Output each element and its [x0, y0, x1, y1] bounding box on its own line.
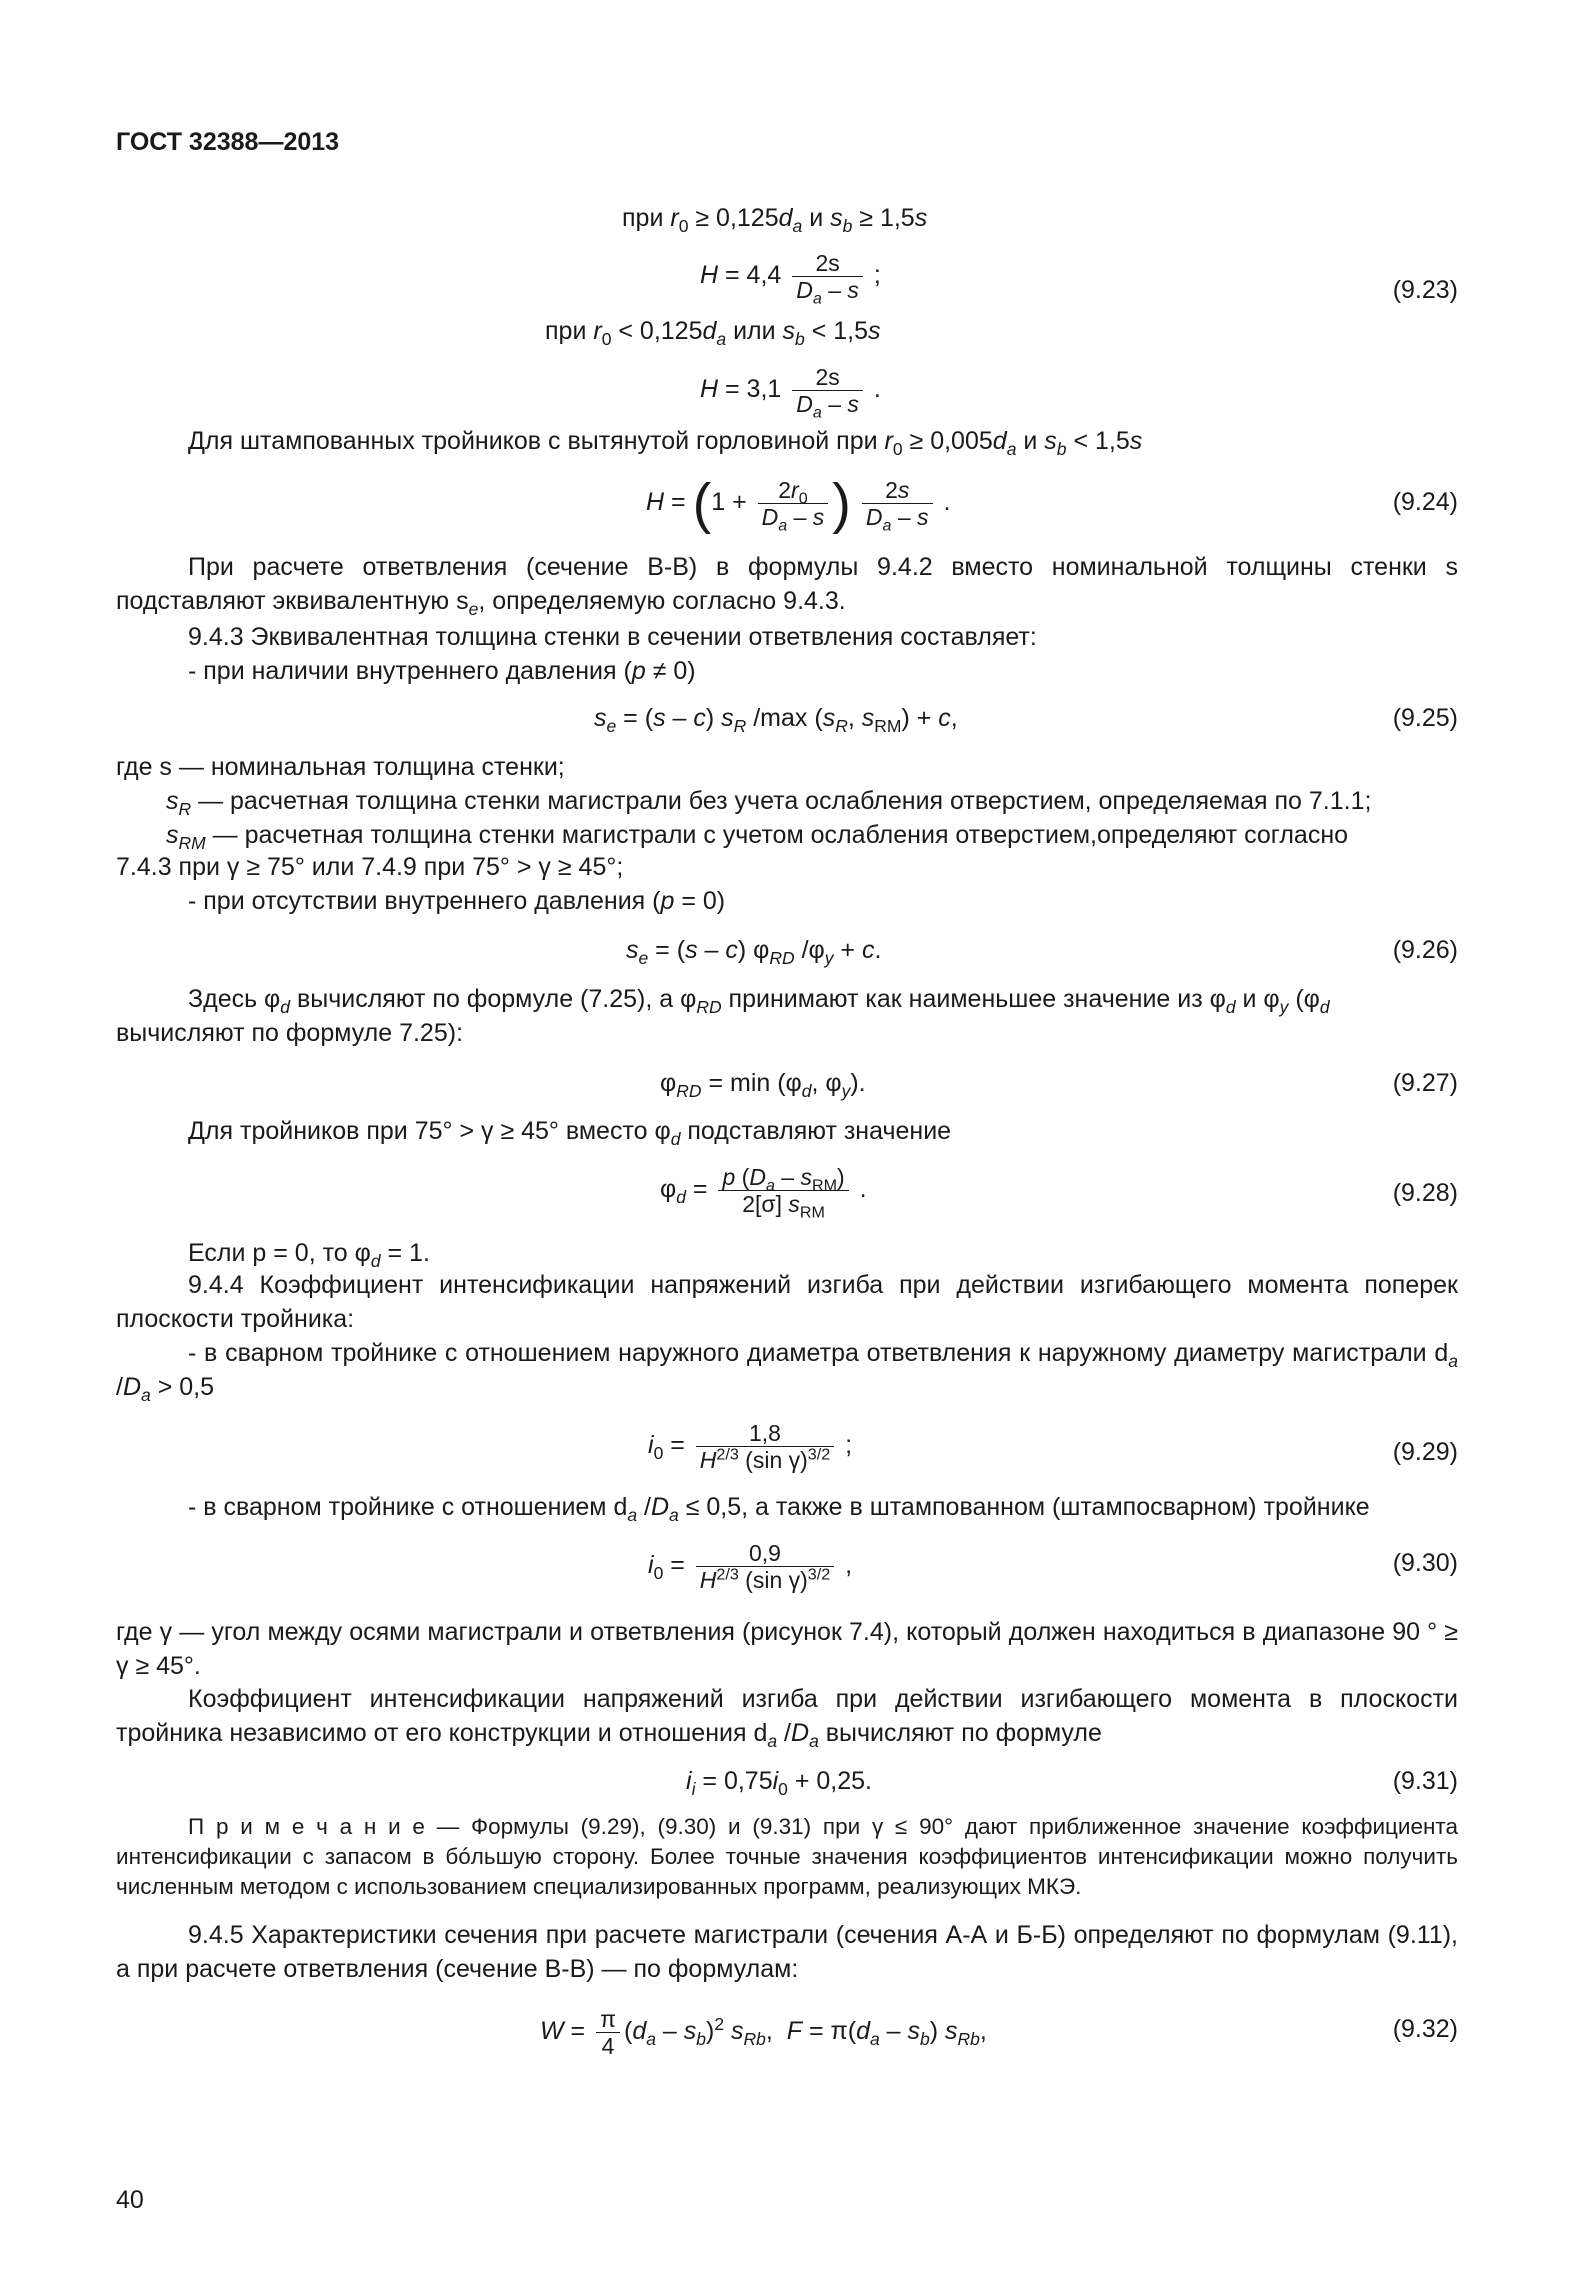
- equation-number: (9.30): [1392, 1549, 1458, 1577]
- formula-9-28: $\varphi_d$ = $\frac{p (D_a - s_{RM})}{2[\sigma] s_{RM}}$ .: [660, 1164, 867, 1222]
- no-pressure-line: - при отсутствии внутреннего давления (p = 0): [188, 887, 726, 915]
- formula-9-27: $\varphi_{RD} = \min (\varphi_d$, $\varphi_y$).: [660, 1069, 866, 1101]
- stamped-tees-line: Для штампованных тройников с вытянутой горловиной при $r_0 \ge 0,005d_a$ и $s_b < 1,5s$: [188, 427, 1143, 459]
- page-number: 40: [116, 2186, 144, 2214]
- formula-9-31: $i_i = 0,75i_0 + 0,25$.: [686, 1767, 873, 1799]
- equation-number: (9.25): [1392, 704, 1458, 732]
- formula-9-30: $i_0$ = $\frac{0,9}{H^{2/3} (\sin \gamma)^{3/2}}$ ,: [648, 1540, 853, 1593]
- note: П р и м е ч а н и е — Формулы (9.29), (9.30) и (9.31) при γ ≤ 90° дают приближенное значение коэффициента интенсификации с запасом в бóльшую сторону. Более точные значения коэффициентов интенсификации можно получить численным методом с использованием специализированных программ, реализующих МКЭ.: [116, 1814, 1458, 1899]
- equation-number: (9.31): [1392, 1767, 1458, 1795]
- equation-number: (9.23): [1392, 276, 1458, 304]
- coef-in-plane: Коэффициент интенсификации напряжений изгиба при действии изгибающего момента в плоскости тройника независимо от его конструкции и отношения $d_a$ $/D_a$ вычисляют по формуле: [116, 1685, 1458, 1751]
- section-9-4-4: 9.4.4 Коэффициент интенсификации напряжений изгиба при действии изгибающего момента поперек плоскости тройника:: [116, 1271, 1458, 1333]
- formula-9-32: W = $\frac{\pi}{4}$ $(d_a - s_b)^2$ $s_{Rb}$, $F = \pi(d_a - s_b)$ $s_{Rb}$,: [540, 2006, 987, 2059]
- welded-tee-line-1: - в сварном тройнике с отношением наружного диаметра ответвления к наружному диаметру магистрали $d_a$ $/D_a > 0,5$: [116, 1339, 1458, 1405]
- formula-9-29: $i_0$ = $\frac{1,8}{H^{2/3} (\sin \gamma)^{3/2}}$ ;: [648, 1420, 853, 1473]
- here-phi-line2: вычисляют по формуле 7.25):: [116, 1019, 464, 1047]
- sRM-definition: $s_{RM}$ — расчетная толщина стенки магистрали с учетом ослабления отверстием,определяют согласно: [166, 821, 1349, 853]
- paragraph-branch: При расчете ответвления (сечение В-В) в формулы 9.4.2 вместо номинальной толщины стенки s подставляют эквивалентную $s_e$, определяемую согласно 9.4.3.: [116, 553, 1458, 619]
- condition-line-2: при $r_0 < 0,125d_a$ или $s_b < 1,5s$: [545, 317, 881, 349]
- equation-number: (9.26): [1392, 936, 1458, 964]
- formula-h-2: H = 3,1 $\frac{2s}{D_a - s}$ .: [700, 364, 881, 422]
- formula-9-26: $s_e = (s - c)$ $\varphi_{RD}$ $/\varphi_y + c$.: [626, 936, 882, 968]
- sR-definition: $s_R$ — расчетная толщина стенки магистрали без учета ослабления отверстием, определяемая по 7.1.1;: [166, 787, 1372, 819]
- equation-number: (9.32): [1392, 2015, 1458, 2043]
- section-9-4-3: 9.4.3 Эквивалентная толщина стенки в сечении ответвления составляет:: [188, 623, 1037, 651]
- here-phi-line: Здесь $\varphi_d$ вычисляют по формуле (7.25), а $\varphi_{RD}$ принимают как наименьшее значение из $\varphi_d$ и $\varphi_y$ ($\varphi_d$: [188, 985, 1330, 1017]
- where-s: где s — номинальная толщина стенки;: [116, 753, 565, 781]
- for-tees-line: Для тройников при 75° > γ ≥ 45° вместо $\varphi_d$ подставляют значение: [188, 1117, 952, 1149]
- welded-tee-line-2: - в сварном тройнике с отношением $d_a$ $/D_a \le 0,5$, а также в штампованном (штампосварном) тройнике: [188, 1493, 1370, 1525]
- formula-9-24: H = (1 + $\frac{2r_0}{D_a - s}$ ) $\frac{2s}{D_a - s}$ .: [646, 471, 951, 535]
- equation-number: (9.27): [1392, 1069, 1458, 1097]
- sRM-definition-line2: 7.4.3 при γ ≥ 75° или 7.4.9 при 75° > γ ≥ 45°;: [116, 853, 624, 881]
- equation-number: (9.24): [1392, 488, 1458, 516]
- equation-number: (9.29): [1392, 1438, 1458, 1466]
- where-gamma: где γ — угол между осями магистрали и ответвления (рисунок 7.4), который должен находиться в диапазоне 90 ° ≥ γ ≥ 45°.: [116, 1618, 1458, 1680]
- if-p0-line: Если p = 0, то $\varphi_d = 1$.: [188, 1239, 430, 1271]
- document-header: ГОСТ 32388—2013: [116, 128, 340, 156]
- condition-line-1: при $r_0 \ge 0,125d_a$ и $s_b \ge 1,5s$: [622, 204, 928, 236]
- formula-h-1: H = 4,4 $\frac{2s}{D_a - s}$ ;: [700, 250, 881, 308]
- formula-9-25: $s_e = (s - c)$ $s_R$ /max ($s_R$, $s_{RM}) + c$,: [594, 704, 958, 736]
- equation-number: (9.28): [1392, 1179, 1458, 1207]
- section-9-4-5: 9.4.5 Характеристики сечения при расчете магистрали (сечения А-А и Б-Б) определяют по формулам (9.11), а при расчете ответвления (сечение В-В) — по формулам:: [116, 1921, 1458, 1983]
- with-pressure-line: - при наличии внутреннего давления (p ≠ 0): [188, 657, 696, 685]
